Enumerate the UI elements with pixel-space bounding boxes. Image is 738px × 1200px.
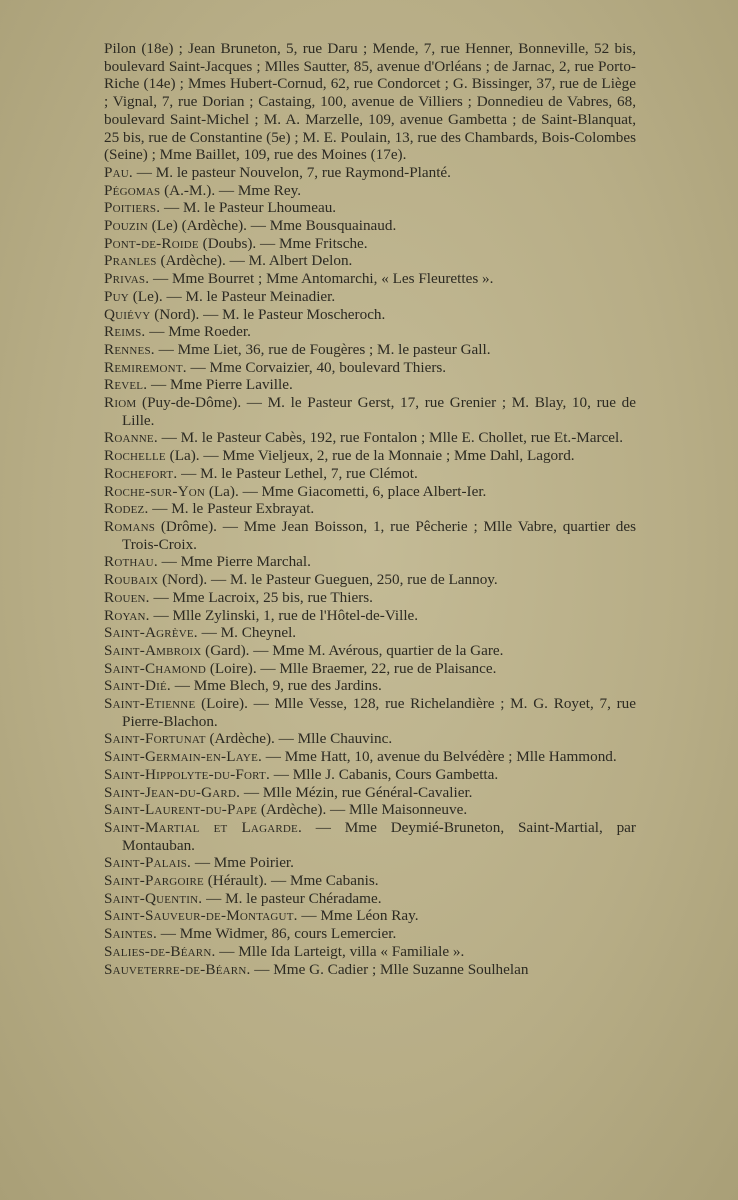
directory-entry bbox=[104, 376, 636, 394]
directory-entry bbox=[104, 394, 636, 429]
place-name: Roanne. bbox=[104, 429, 158, 447]
place-name: Rennes. bbox=[104, 340, 155, 358]
entry-text: (Nord). — M. le Pasteur Moscheroch. bbox=[150, 305, 386, 323]
entry-text: — Mme Pierre Marchal. bbox=[157, 553, 311, 571]
place-name: Saint-Etienne bbox=[104, 695, 196, 713]
entry-text: — M. le Pasteur Lethel, 7, rue Clémot. bbox=[177, 464, 418, 482]
place-name: Saint-Laurent-du-Pape bbox=[104, 801, 258, 819]
entry-text: (Nord). — M. le Pasteur Gueguen, 250, rue de Lannoy. bbox=[158, 571, 498, 589]
place-name: Remiremont. bbox=[104, 358, 187, 376]
entry-text: (Loire). — Mlle Braemer, 22, rue de Plaisance. bbox=[206, 659, 497, 677]
entry-text: — Mme Poirier. bbox=[191, 854, 294, 872]
directory-entry bbox=[104, 801, 636, 819]
entry-text: — Mme Lacroix, 25 bis, rue Thiers. bbox=[149, 588, 373, 606]
directory-entry bbox=[104, 288, 636, 306]
directory-entry bbox=[104, 217, 636, 235]
directory-entry bbox=[104, 943, 636, 961]
directory-entry bbox=[104, 890, 636, 908]
directory-entry bbox=[104, 660, 636, 678]
entry-text: — Mme Liet, 36, rue de Fougères ; M. le pasteur Gall. bbox=[154, 340, 491, 358]
directory-entry bbox=[104, 784, 636, 802]
place-name: Pau. bbox=[104, 163, 133, 181]
place-name: Rochefort. bbox=[104, 464, 178, 482]
entry-text: (La). — Mme Giacometti, 6, place Albert-Ier. bbox=[205, 482, 487, 500]
directory-entry bbox=[104, 500, 636, 518]
directory-entry bbox=[104, 925, 636, 943]
entry-text: (Doubs). — Mme Fritsche. bbox=[198, 234, 368, 252]
place-name: Salies-de-Béarn. bbox=[104, 942, 216, 960]
place-name: Pouzin bbox=[104, 217, 148, 235]
directory-entry bbox=[104, 624, 636, 642]
place-name: Saint-Martial et Lagarde. bbox=[104, 818, 302, 836]
place-name: Saint-Quentin. bbox=[104, 889, 203, 907]
place-name: Saint-Fortunat bbox=[104, 730, 206, 748]
entry-text: — Mlle Ida Larteigt, villa « Familiale ». bbox=[215, 942, 465, 960]
entry-text: (Le) (Ardèche). — Mme Bousquainaud. bbox=[147, 217, 397, 235]
entry-text: — Mlle Zylinski, 1, rue de l'Hôtel-de-Ville. bbox=[149, 606, 419, 624]
directory-entry bbox=[104, 483, 636, 501]
entry-text: — M. le pasteur Chéradame. bbox=[202, 889, 382, 907]
entry-text: — Mlle J. Cabanis, Cours Gambetta. bbox=[269, 765, 499, 783]
place-name: Saint-Agrève. bbox=[104, 624, 198, 642]
directory-entry bbox=[104, 341, 636, 359]
place-name: Puy bbox=[104, 287, 129, 305]
directory-entry bbox=[104, 854, 636, 872]
place-name: Pont-de-Roide bbox=[104, 234, 199, 252]
place-name: Pranles bbox=[104, 252, 157, 270]
directory-entry bbox=[104, 553, 636, 571]
directory-entry bbox=[104, 730, 636, 748]
entry-text: — M. le Pasteur Cabès, 192, rue Fontalon ; Mlle E. Chollet, rue Et.-Marcel. bbox=[157, 429, 624, 447]
entry-text: (Hérault). — Mme Cabanis. bbox=[203, 872, 379, 890]
directory-entry bbox=[104, 306, 636, 324]
directory-entry bbox=[104, 182, 636, 200]
place-name: Saint-Chamond bbox=[104, 659, 207, 677]
directory-entry bbox=[104, 235, 636, 253]
place-name: Riom bbox=[104, 394, 137, 412]
entry-text: — Mme G. Cadier ; Mlle Suzanne Soulhelan bbox=[250, 960, 529, 978]
entry-text: — Mme Widmer, 86, cours Lemercier. bbox=[156, 925, 397, 943]
entry-text: (Gard). — Mme M. Avérous, quartier de la Gare. bbox=[201, 641, 504, 659]
place-name: Rodez. bbox=[104, 500, 149, 518]
place-name: Rothau. bbox=[104, 553, 158, 571]
place-name: Saint-Dié. bbox=[104, 677, 171, 695]
directory-entry bbox=[104, 429, 636, 447]
directory-entry bbox=[104, 607, 636, 625]
place-name: Royan. bbox=[104, 606, 150, 624]
place-name: Privas. bbox=[104, 270, 150, 288]
directory-entry bbox=[104, 447, 636, 465]
directory-entry bbox=[104, 252, 636, 270]
entry-text: — M. le Pasteur Exbrayat. bbox=[148, 500, 315, 518]
place-name: Saint-Germain-en-Laye. bbox=[104, 748, 262, 766]
place-name: Saintes. bbox=[104, 925, 157, 943]
directory-entry bbox=[104, 40, 636, 164]
directory-entry bbox=[104, 695, 636, 730]
entry-text: — Mme Corvaizier, 40, boulevard Thiers. bbox=[186, 358, 447, 376]
entry-text: (A.-M.). — Mme Rey. bbox=[160, 181, 302, 199]
entry-text: (Drôme). — Mme Jean Boisson, 1, rue Pêcherie ; Mlle Vabre, quartier des Trois-Croix. bbox=[122, 517, 636, 553]
place-name: Reims. bbox=[104, 323, 146, 341]
entry-text: — Mlle Mézin, rue Général-Cavalier. bbox=[240, 783, 473, 801]
place-name: Sauveterre-de-Béarn. bbox=[104, 960, 251, 978]
place-name: Roche-sur-Yon bbox=[104, 482, 206, 500]
place-name: Rochelle bbox=[104, 447, 166, 465]
directory-entry bbox=[104, 819, 636, 854]
directory-entry bbox=[104, 199, 636, 217]
entry-text: Pilon (18e) ; Jean Bruneton, 5, rue Daru ; Mende, 7, rue Henner, Bonneville, 52 bis, boulevard Saint-Jacques ; Mlles Sautter, 85, avenue d'Orléans ; de Jarnac, 2, rue Porto-Riche (14e) ; Mmes Hubert-Cornud, 62, rue Condorcet ; G. Bissinger, 37, rue de Liège ; Vignal, 7, rue Dorian ; Castaing, 100, avenue de Villiers ; Donnedieu de Vabres, 68, boulevard Saint-Michel ; M. A. Marzelle, 109, avenue Gambetta ; de Saint-Blanquat, 25 bis, rue de Constantine (5e) ; M. E. Poulain, 13, rue des Chambards, Bois-Colombes (Seine) ; Mme Baillet, 109, rue des Moines (17e). bbox=[104, 40, 636, 164]
entry-text: — Mme Pierre Laville. bbox=[147, 376, 293, 394]
place-name: Roubaix bbox=[104, 571, 159, 589]
directory-entry bbox=[104, 270, 636, 288]
directory-entry bbox=[104, 589, 636, 607]
place-name: Saint-Palais. bbox=[104, 854, 192, 872]
entry-text: — Mme Léon Ray. bbox=[297, 907, 419, 925]
place-name: Romans bbox=[104, 517, 156, 535]
directory-entry bbox=[104, 642, 636, 660]
entry-text: (Loire). — Mlle Vesse, 128, rue Richelandière ; M. G. Royet, 7, rue Pierre-Blachon. bbox=[122, 695, 636, 730]
directory-entry bbox=[104, 571, 636, 589]
entry-text: (Ardèche). — Mlle Chauvinc. bbox=[205, 730, 393, 748]
place-name: Saint-Hippolyte-du-Fort. bbox=[104, 765, 270, 783]
directory-entry bbox=[104, 872, 636, 890]
place-name: Rouen. bbox=[104, 588, 150, 606]
directory-entry bbox=[104, 465, 636, 483]
entry-text: — M. le pasteur Nouvelon, 7, rue Raymond-Planté. bbox=[132, 163, 451, 181]
directory-entry bbox=[104, 907, 636, 925]
entry-text: (Puy-de-Dôme). — M. le Pasteur Gerst, 17, rue Grenier ; M. Blay, 10, rue de Lille. bbox=[122, 394, 636, 429]
entry-text: — Mme Bourret ; Mme Antomarchi, « Les Fleurettes ». bbox=[149, 270, 494, 288]
directory-entry bbox=[104, 518, 636, 553]
place-name: Quiévy bbox=[104, 305, 151, 323]
entry-text: (Ardèche). — M. Albert Delon. bbox=[156, 252, 353, 270]
directory-entry bbox=[104, 359, 636, 377]
directory-list bbox=[104, 40, 636, 978]
place-name: Saint-Pargoire bbox=[104, 872, 204, 890]
directory-entry bbox=[104, 961, 636, 979]
place-name: Saint-Sauveur-de-Montagut. bbox=[104, 907, 298, 925]
place-name: Pégomas bbox=[104, 181, 161, 199]
entry-text: — Mme Roeder. bbox=[145, 323, 251, 341]
entry-text: — M. Cheynel. bbox=[197, 624, 297, 642]
entry-text: (Le). — M. le Pasteur Meinadier. bbox=[128, 287, 336, 305]
entry-text: — M. le Pasteur Lhoumeau. bbox=[160, 199, 337, 217]
directory-entry bbox=[104, 323, 636, 341]
place-name: Saint-Ambroix bbox=[104, 641, 202, 659]
directory-entry bbox=[104, 748, 636, 766]
place-name: Revel. bbox=[104, 376, 148, 394]
directory-entry bbox=[104, 677, 636, 695]
directory-entry bbox=[104, 164, 636, 182]
entry-text: — Mme Deymié-Bruneton, Saint-Martial, par Montauban. bbox=[122, 818, 636, 854]
entry-text: — Mme Blech, 9, rue des Jardins. bbox=[170, 677, 382, 695]
place-name: Saint-Jean-du-Gard. bbox=[104, 783, 241, 801]
directory-entry bbox=[104, 766, 636, 784]
place-name: Poitiers. bbox=[104, 199, 161, 217]
entry-text: (La). — Mme Vieljeux, 2, rue de la Monnaie ; Mme Dahl, Lagord. bbox=[165, 447, 575, 465]
entry-text: — Mme Hatt, 10, avenue du Belvédère ; Mlle Hammond. bbox=[261, 748, 617, 766]
entry-text: (Ardèche). — Mlle Maisonneuve. bbox=[257, 801, 468, 819]
